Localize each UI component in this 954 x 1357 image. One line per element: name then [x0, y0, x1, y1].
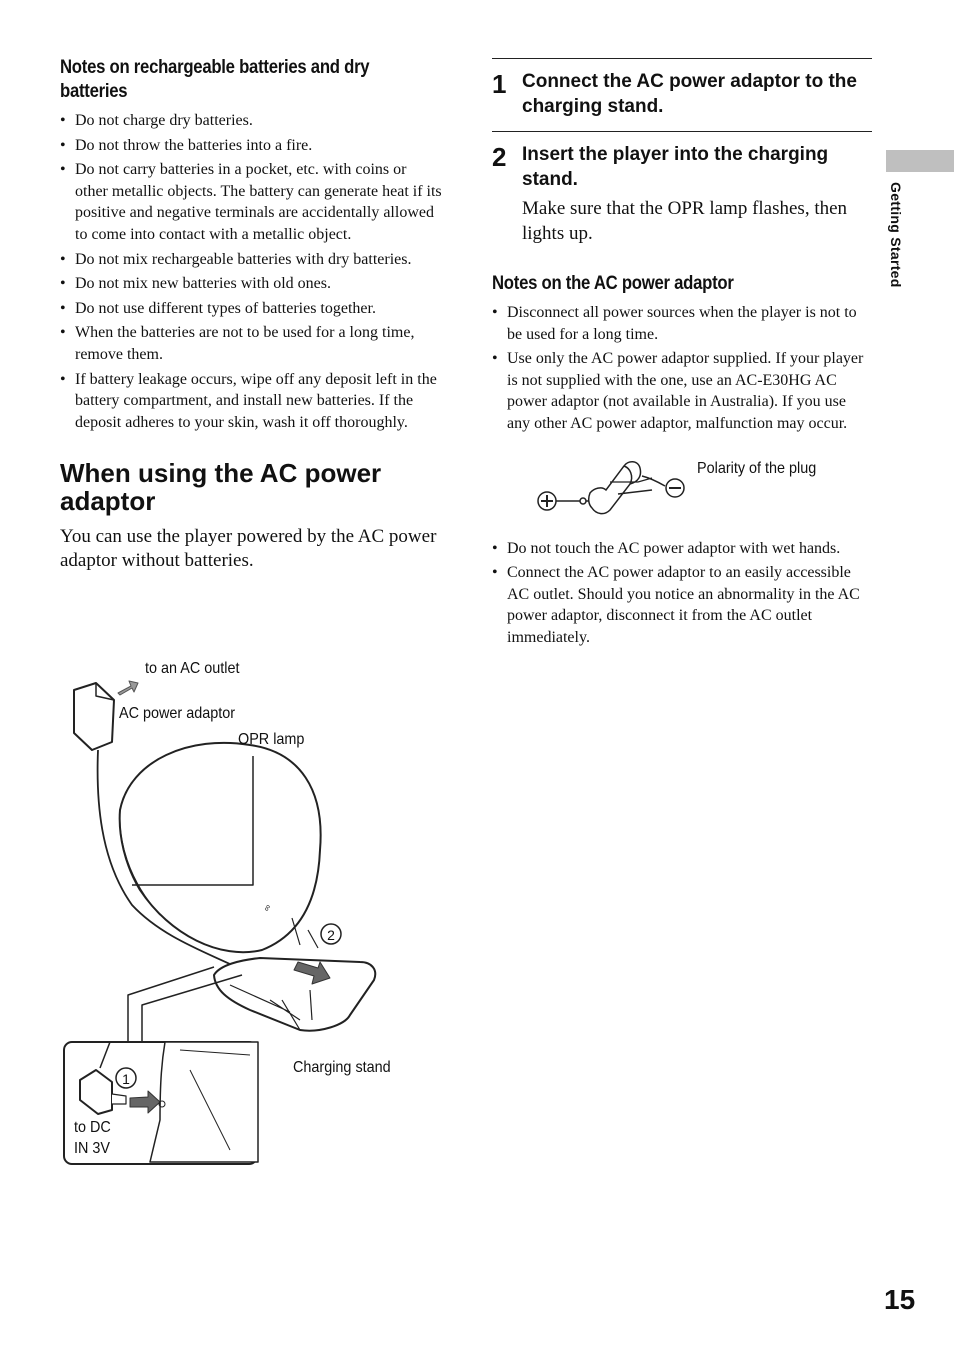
- label-ac-adaptor: AC power adaptor: [119, 705, 236, 722]
- label-opr-lamp: OPR lamp: [238, 731, 305, 748]
- label-ac-outlet: to an AC outlet: [145, 660, 240, 677]
- list-item: • Do not carry batteries in a pocket, etc. with coins or other metallic objects. The battery can generate heat if its positive and negative terminals are accidentally allowed to come into contact with a metallic object.: [60, 159, 442, 245]
- section-tab-label: Getting Started: [888, 182, 904, 288]
- right-column: [492, 58, 872, 652]
- ac-adaptor-graphic: [74, 683, 114, 750]
- step-2: [492, 131, 872, 258]
- list-item: • Do not touch the AC power adaptor with wet hands.: [492, 538, 872, 560]
- step-number: 1: [492, 69, 507, 99]
- svg-text:∞: ∞: [261, 902, 273, 913]
- page-number: 15: [884, 1284, 916, 1315]
- adaptor-notes-heading: Notes on the AC power adaptor: [492, 273, 734, 294]
- list-item: • Do not mix rechargeable batteries with dry batteries.: [60, 249, 442, 271]
- section-intro: You can use the player powered by the AC power adaptor without batteries.: [60, 526, 437, 572]
- polarity-diagram: [492, 438, 872, 524]
- step-title: Connect the AC power adaptor to the charging stand.: [522, 71, 857, 117]
- list-item: • Connect the AC power adaptor to an easily accessible AC outlet. Should you notice an abnormality in the AC power adaptor, disconnect it from the AC outlet immediately.: [492, 562, 872, 648]
- step-1: [492, 58, 872, 131]
- polarity-figure: [492, 438, 872, 524]
- adaptor-notes-list-b: [492, 538, 872, 649]
- label-dc-in-line2: IN 3V: [74, 1140, 111, 1157]
- battery-notes-heading: Notes on rechargeable batteries and dry batteries: [60, 57, 370, 102]
- list-item: • Do not use different types of batteries together.: [60, 298, 442, 320]
- label-dc-in-line1: to DC: [74, 1119, 111, 1136]
- list-item: • When the batteries are not to be used for a long time, remove them.: [60, 322, 442, 365]
- list-item: • Use only the AC power adaptor supplied. If your player is not supplied with the one, use an AC-E30HG AC power adaptor (not available in Australia). If you use any other AC power adaptor, malfunction may occur.: [492, 348, 872, 434]
- list-item: • Disconnect all power sources when the player is not to be used for a long time.: [492, 302, 872, 345]
- adaptor-notes-list-a: [492, 302, 872, 435]
- callout-one: 1: [122, 1071, 130, 1087]
- outlet-arrow: [118, 681, 138, 695]
- section-title: When using the AC power adaptor: [60, 458, 382, 517]
- label-charging-stand: Charging stand: [293, 1059, 391, 1076]
- polarity-label: Polarity of the plug: [697, 459, 817, 477]
- list-item: • Do not charge dry batteries.: [60, 110, 442, 132]
- step-body: Make sure that the OPR lamp flashes, then lights up.: [522, 198, 848, 244]
- step-number: 2: [492, 142, 507, 172]
- list-item: • Do not mix new batteries with old ones.: [60, 273, 442, 295]
- list-item: • If battery leakage occurs, wipe off any deposit left in the battery compartment, and install new batteries. If the deposit adheres to your skin, wash it off thoroughly.: [60, 369, 442, 434]
- step-title: Insert the player into the charging stand.: [522, 144, 829, 190]
- callout-two: 2: [327, 927, 335, 943]
- list-item: • Do not throw the batteries into a fire.: [60, 135, 442, 157]
